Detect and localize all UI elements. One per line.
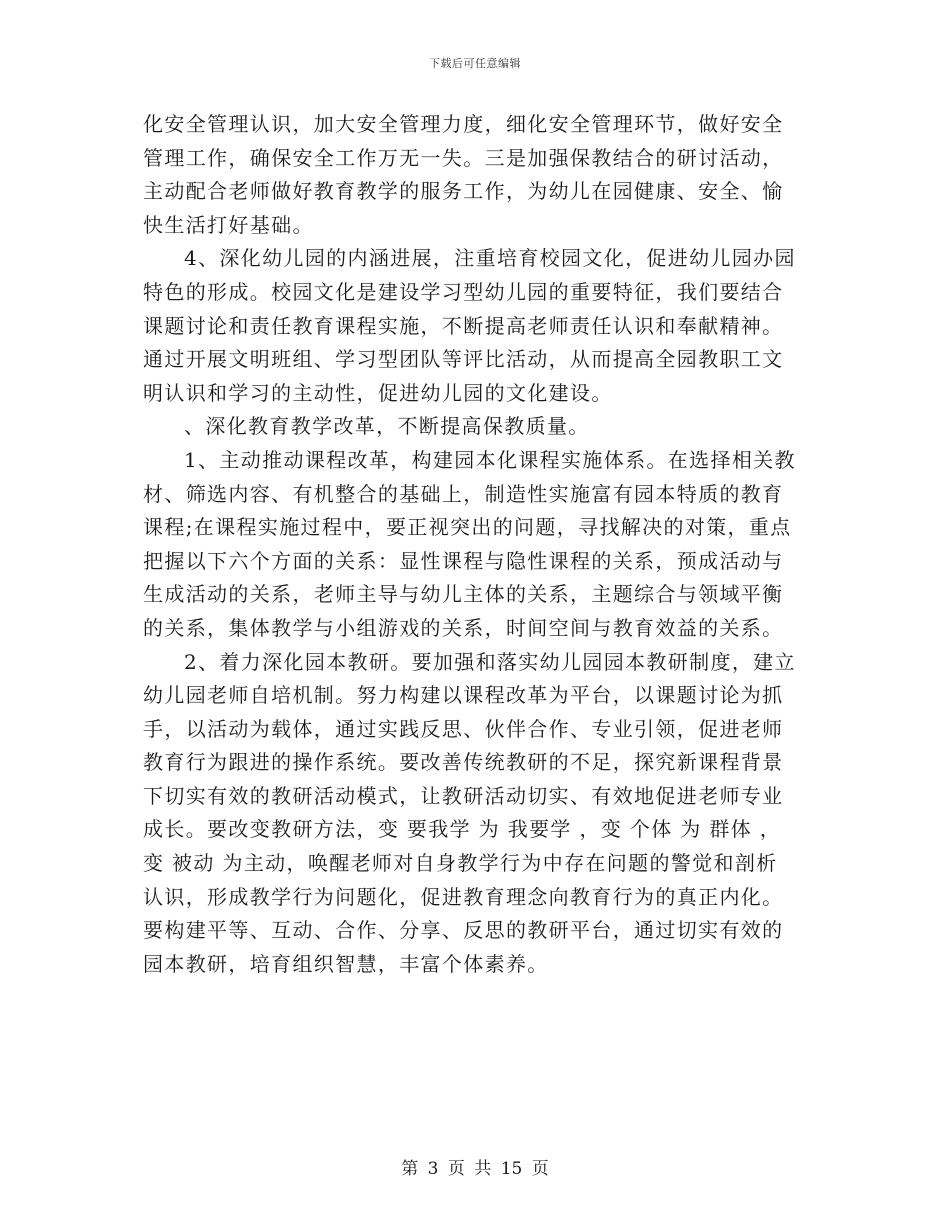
- page-header: 下载后可任意编辑: [429, 57, 521, 70]
- section-heading: 、深化教育教学改革，不断提高保教质量。: [184, 414, 590, 439]
- text-line: 课程;在课程实施过程中，要正视突出的问题，寻找解决的对策，重点: [143, 515, 792, 540]
- text-line: 认识，形成教学行为问题化，促进教育理念向教育行为的真正内化。: [143, 884, 784, 909]
- text-line: 教育行为跟进的操作系统。要改善传统教研的不足，探究新课程背景: [143, 750, 784, 775]
- text-line: 化安全管理认识，加大安全管理力度，细化安全管理环节，做好安全: [143, 112, 784, 136]
- paragraph-start-line: 4、深化幼儿园的内涵进展，注重培育校园文化，促进幼儿园办园: [184, 246, 796, 271]
- paragraph-start-line: 2、着力深化园本教研。要加强和落实幼儿园园本教研制度，建立: [184, 649, 796, 674]
- text-line: 把握以下六个方面的关系：显性课程与隐性课程的关系，预成活动与: [143, 548, 784, 573]
- page-number: 第 3 页 共 15 页: [401, 1159, 549, 1179]
- text-line: 园本教研，培育组织智慧，丰富个体素养。: [143, 951, 549, 976]
- text-line: 明认识和学习的主动性，促进幼儿园的文化建设。: [143, 380, 613, 405]
- text-line: 通过开展文明班组、学习型团队等评比活动，从而提高全园教职工文: [143, 347, 784, 372]
- text-line: 生成活动的关系，老师主导与幼儿主体的关系，主题综合与领域平衡: [143, 582, 784, 607]
- text-line: 课题讨论和责任教育课程实施，不断提高老师责任认识和奉献精神。: [143, 313, 784, 338]
- text-line: 成长。要改变教研方法，变 要我学 为 我要学 ，变 个体 为 群体 ，: [143, 817, 782, 842]
- text-line: 材、筛选内容、有机整合的基础上，制造性实施富有园本特质的教育: [143, 481, 784, 506]
- text-line: 管理工作，确保安全工作万无一失。三是加强保教结合的研讨活动，: [143, 145, 784, 170]
- text-line: 主动配合老师做好教育教学的服务工作，为幼儿在园健康、安全、愉: [143, 179, 784, 204]
- text-line: 要构建平等、互动、合作、分享、反思的教研平台，通过切实有效的: [143, 918, 784, 943]
- text-line: 特色的形成。校园文化是建设学习型幼儿园的重要特征，我们要结合: [143, 279, 784, 304]
- document-body: [143, 108, 803, 981]
- text-line: 手，以活动为载体，通过实践反思、伙伴合作、专业引领，促进老师: [143, 716, 784, 741]
- text-line: 幼儿园老师自培机制。努力构建以课程改革为平台，以课题讨论为抓: [143, 683, 784, 708]
- text-line: 的关系，集体教学与小组游戏的关系，时间空间与教育效益的关系。: [143, 615, 784, 640]
- text-line: 变 被动 为主动，唤醒老师对自身教学行为中存在问题的警觉和剖析: [143, 851, 778, 876]
- paragraph-start-line: 1、主动推动课程改革，构建园本化课程实施体系。在选择相关教: [184, 447, 796, 472]
- text-line: 快生活打好基础。: [143, 212, 314, 237]
- text-line: 下切实有效的教研活动模式，让教研活动切实、有效地促进老师专业: [143, 783, 784, 808]
